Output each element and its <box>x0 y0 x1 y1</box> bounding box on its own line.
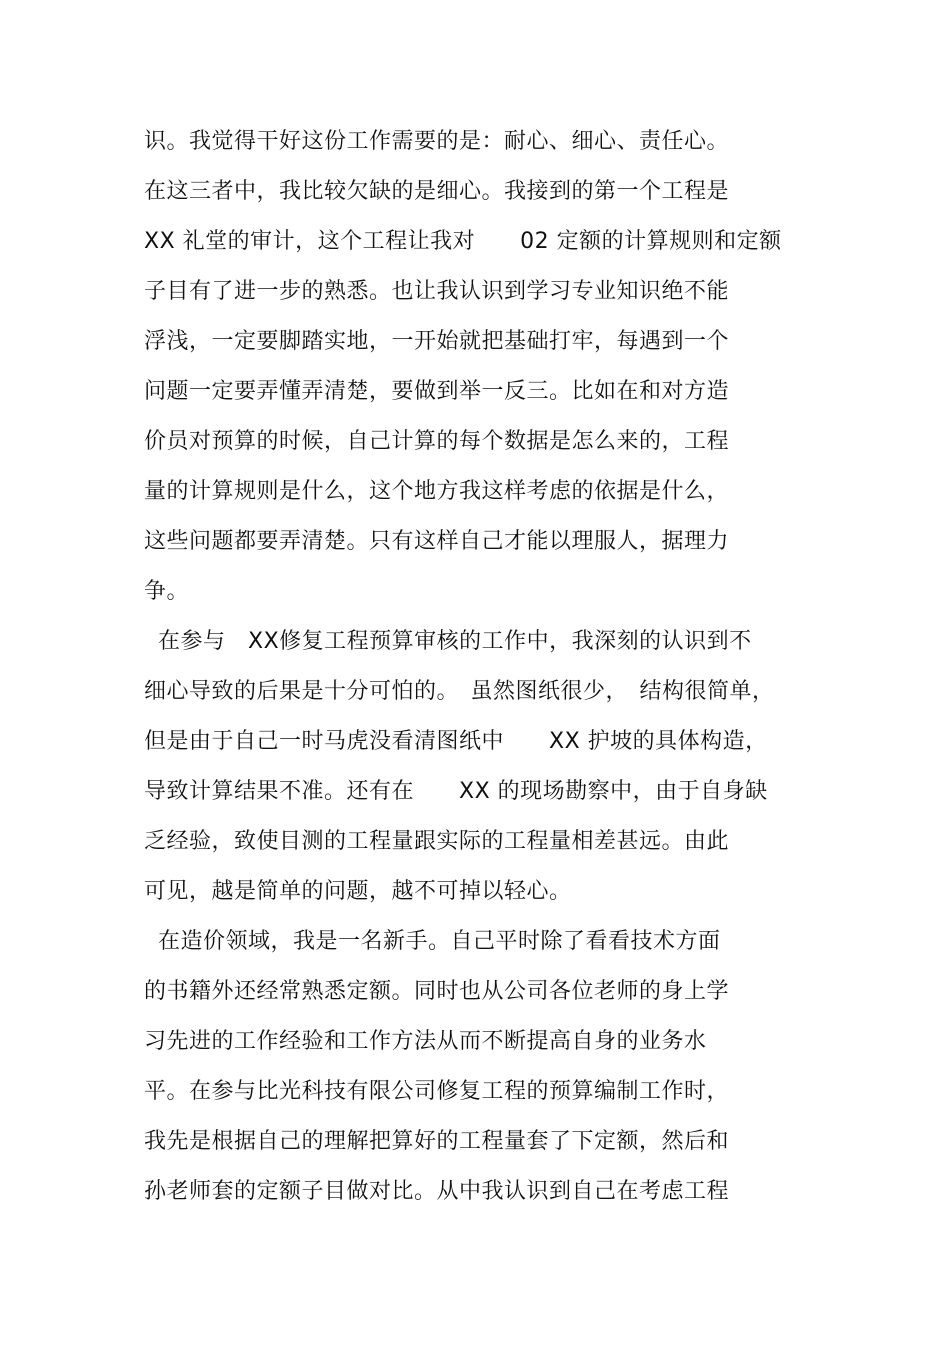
text-line: 的书籍外还经常熟悉定额。同时也从公司各位老师的身上学 <box>144 979 730 1004</box>
text-line: 识。我觉得干好这份工作需要的是：耐心、细心、责任心。 <box>144 129 730 154</box>
text-line: XX 礼堂的审计，这个工程让我对 02 定额的计算规则和定额 <box>144 229 782 254</box>
text-line: 争。 <box>144 579 190 604</box>
paragraph-start-line: 在参与 XX修复工程预算审核的工作中，我深刻的认识到不 <box>158 629 752 654</box>
text-line: 可见，越是简单的问题，越不可掉以轻心。 <box>144 879 572 904</box>
text-line: 在这三者中，我比较欠缺的是细心。我接到的第一个工程是 <box>144 179 730 204</box>
text-line: 孙老师套的定额子目做对比。从中我认识到自己在考虑工程 <box>144 1179 730 1204</box>
body-text <box>144 117 824 1217</box>
text-line: 子目有了进一步的熟悉。也让我认识到学习专业知识绝不能 <box>144 279 730 304</box>
text-line: 但是由于自己一时马虎没看清图纸中 XX 护坡的具体构造， <box>144 729 768 754</box>
text-line: 价员对预算的时候，自己计算的每个数据是怎么来的，工程 <box>144 429 730 454</box>
text-line: 乏经验，致使目测的工程量跟实际的工程量相差甚远。由此 <box>144 829 730 854</box>
text-line: 我先是根据自己的理解把算好的工程量套了下定额，然后和 <box>144 1129 730 1154</box>
text-line: 量的计算规则是什么，这个地方我这样考虑的依据是什么， <box>144 479 730 504</box>
text-line: 这些问题都要弄清楚。只有这样自己才能以理服人，据理力 <box>144 529 730 554</box>
text-line: 习先进的工作经验和工作方法从而不断提高自身的业务水 <box>144 1029 707 1054</box>
text-line: 平。在参与比光科技有限公司修复工程的预算编制工作时， <box>144 1079 730 1104</box>
text-line: 细心导致的后果是十分可怕的。 虽然图纸很少， 结构很简单， <box>144 679 775 704</box>
text-line: 问题一定要弄懂弄清楚，要做到举一反三。比如在和对方造 <box>144 379 730 404</box>
text-line: 导致计算结果不准。还有在 XX 的现场勘察中，由于自身缺 <box>144 779 768 804</box>
text-line: 浮浅，一定要脚踏实地，一开始就把基础打牢，每遇到一个 <box>144 329 730 354</box>
paragraph-start-line: 在造价领域，我是一名新手。自己平时除了看看技术方面 <box>158 929 721 954</box>
